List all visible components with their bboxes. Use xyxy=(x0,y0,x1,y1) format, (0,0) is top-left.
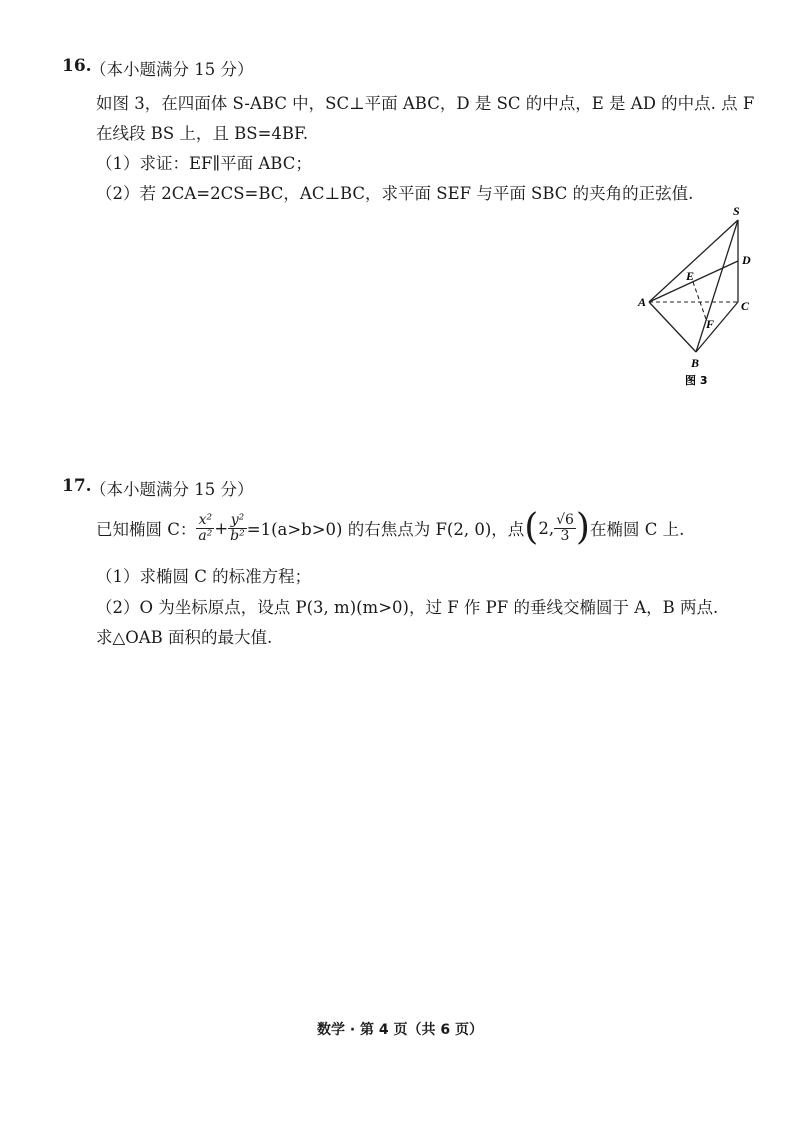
frac-x-numerator: x² xyxy=(196,513,214,529)
q17-stem-prefix: 已知椭圆 C： xyxy=(96,520,197,539)
label-C: C xyxy=(741,299,750,313)
ellipse-fraction-y xyxy=(228,513,247,543)
q16-header: （本小题满分 15 分） xyxy=(90,60,254,79)
tetrahedron-figure xyxy=(630,200,770,400)
q16-stem-line2: 在线段 BS 上，且 BS=4BF. xyxy=(96,124,309,143)
label-F: F xyxy=(706,317,715,331)
q16-stem-line1: 如图 3，在四面体 S-ABC 中，SC⊥平面 ABC，D 是 SC 的中点，E 是 AD 的中点. 点 F xyxy=(96,94,755,113)
q17-part2-line1: （2）O 为坐标原点，设点 P(3, m)(m>0)，过 F 作 PF 的垂线交椭圆于 A，B 两点. xyxy=(96,598,719,617)
point-y-fraction xyxy=(554,513,576,543)
q17-header: （本小题满分 15 分） xyxy=(90,480,254,499)
frac-y-numerator: y² xyxy=(228,513,247,529)
q16-part1: （1）求证：EF∥平面 ABC； xyxy=(96,154,312,173)
plus-sign: + xyxy=(214,518,229,538)
point-y-numerator: √6 xyxy=(556,511,574,528)
q17-stem-middle: =1(a>b>0) 的右焦点为 F(2, 0)，点 xyxy=(246,520,525,539)
q16-number: 16. xyxy=(62,56,92,76)
q17-part1: （1）求椭圆 C 的标准方程； xyxy=(96,567,312,586)
segment-EF-hidden xyxy=(693,282,706,319)
page-footer: 数学 · 第 4 页（共 6 页） xyxy=(316,1022,484,1038)
q17-number: 17. xyxy=(62,476,92,496)
label-B: B xyxy=(691,356,700,370)
right-paren: ) xyxy=(575,507,590,548)
label-E: E xyxy=(686,269,695,283)
frac-x-denominator: a² xyxy=(198,527,213,544)
edge-AB xyxy=(649,302,696,352)
left-paren: ( xyxy=(524,507,539,548)
ellipse-fraction-x xyxy=(196,513,214,543)
label-D: D xyxy=(742,253,751,267)
frac-y-denominator: b² xyxy=(230,527,245,544)
point-y-denominator: 3 xyxy=(560,527,570,544)
q17-stem xyxy=(96,506,684,550)
label-A: A xyxy=(638,295,647,309)
point-x: 2, xyxy=(538,518,555,538)
q16-part2: （2）若 2CA=2CS=BC，AC⊥BC，求平面 SEF 与平面 SBC 的夹角的正弦值. xyxy=(96,184,694,203)
label-S: S xyxy=(733,204,740,218)
q17-stem-suffix: 在椭圆 C 上. xyxy=(589,520,685,539)
figure-caption: 图 3 xyxy=(685,374,708,387)
q17-part2-line2: 求△OAB 面积的最大值. xyxy=(96,628,273,647)
